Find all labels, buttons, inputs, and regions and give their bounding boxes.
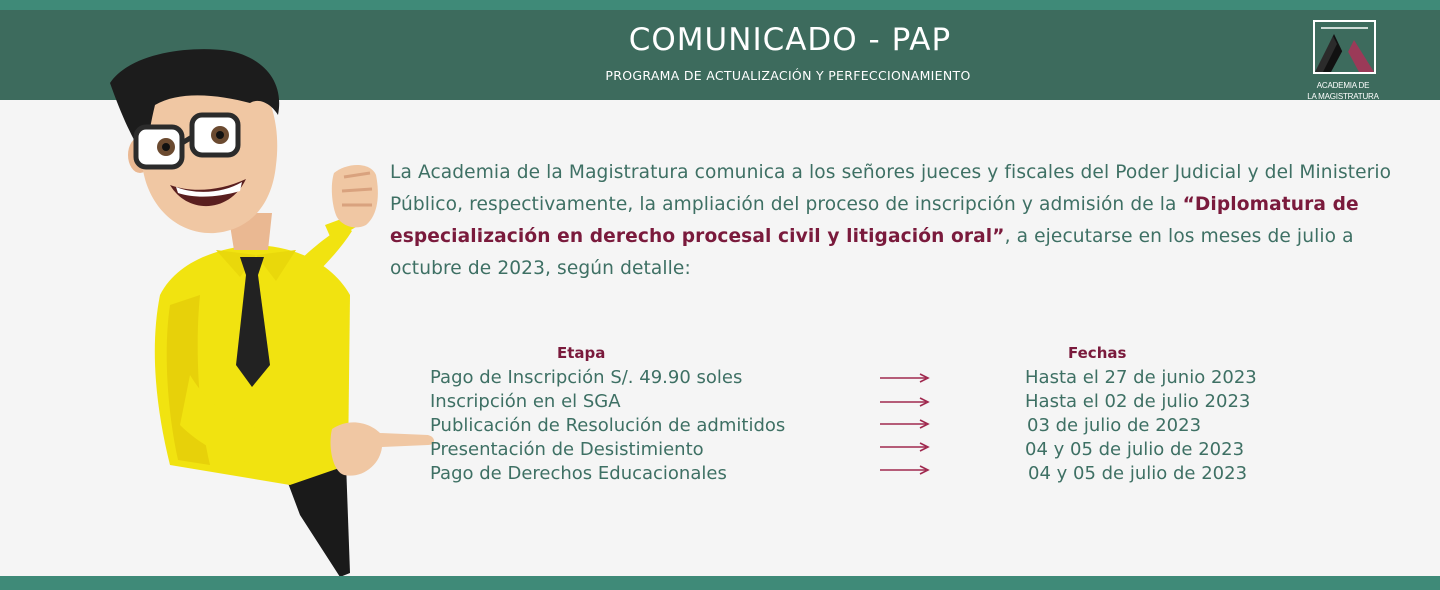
arrow-column	[880, 366, 932, 486]
page-subtitle: PROGRAMA DE ACTUALIZACIÓN Y PERFECCIONAMIENTO	[605, 68, 971, 83]
page-title: COMUNICADO - PAP	[628, 22, 952, 58]
academia-logo	[1288, 20, 1398, 106]
date-item: Hasta el 02 de julio 2023	[1025, 391, 1251, 412]
stage-list	[430, 366, 785, 486]
logo-line-1: ACADEMIA DE	[1316, 81, 1370, 90]
logo-caption	[1288, 80, 1398, 102]
stage-item: Publicación de Resolución de admitidos	[430, 415, 786, 436]
cartoon-man-illustration	[100, 45, 440, 577]
triangle-logo-icon	[1313, 20, 1376, 74]
stage-item: Pago de Derechos Educacionales	[430, 463, 727, 484]
date-list	[1025, 366, 1257, 486]
announcement-intro: La Academia de la Magistratura comunica a los señores jueces y fiscales del Poder Judicial y del Ministerio Público, respectivamente, la ampliación del proceso de inscripción y admisión de la	[390, 162, 1392, 215]
right-arrow-icon	[880, 414, 932, 438]
stage-item: Inscripción en el SGA	[430, 391, 621, 412]
logo-line-2: LA MAGISTRATURA	[1307, 92, 1379, 101]
date-item: 03 de julio de 2023	[1027, 415, 1202, 436]
announcement-text	[390, 157, 1400, 285]
stage-column-header: Etapa	[557, 344, 606, 362]
top-strip	[0, 0, 1440, 10]
date-item: 04 y 05 de julio de 2023	[1025, 439, 1245, 460]
right-arrow-icon	[880, 462, 932, 486]
stage-item: Presentación de Desistimiento	[430, 439, 704, 460]
right-arrow-icon	[880, 366, 932, 390]
announcement-outro: , a ejecutarse en los meses de julio a octubre de 2023, según detalle:	[390, 226, 1354, 279]
stage-item: Pago de Inscripción S/. 49.90 soles	[430, 367, 743, 388]
diploma-title: “Diplomatura de especialización en derecho procesal civil y litigación oral”	[390, 194, 1359, 247]
right-arrow-icon	[880, 390, 932, 414]
date-item: Hasta el 27 de junio 2023	[1025, 367, 1257, 388]
date-column-header: Fechas	[1068, 344, 1127, 362]
bottom-strip	[0, 576, 1440, 590]
right-arrow-icon	[880, 438, 932, 462]
date-item: 04 y 05 de julio de 2023	[1028, 463, 1248, 484]
